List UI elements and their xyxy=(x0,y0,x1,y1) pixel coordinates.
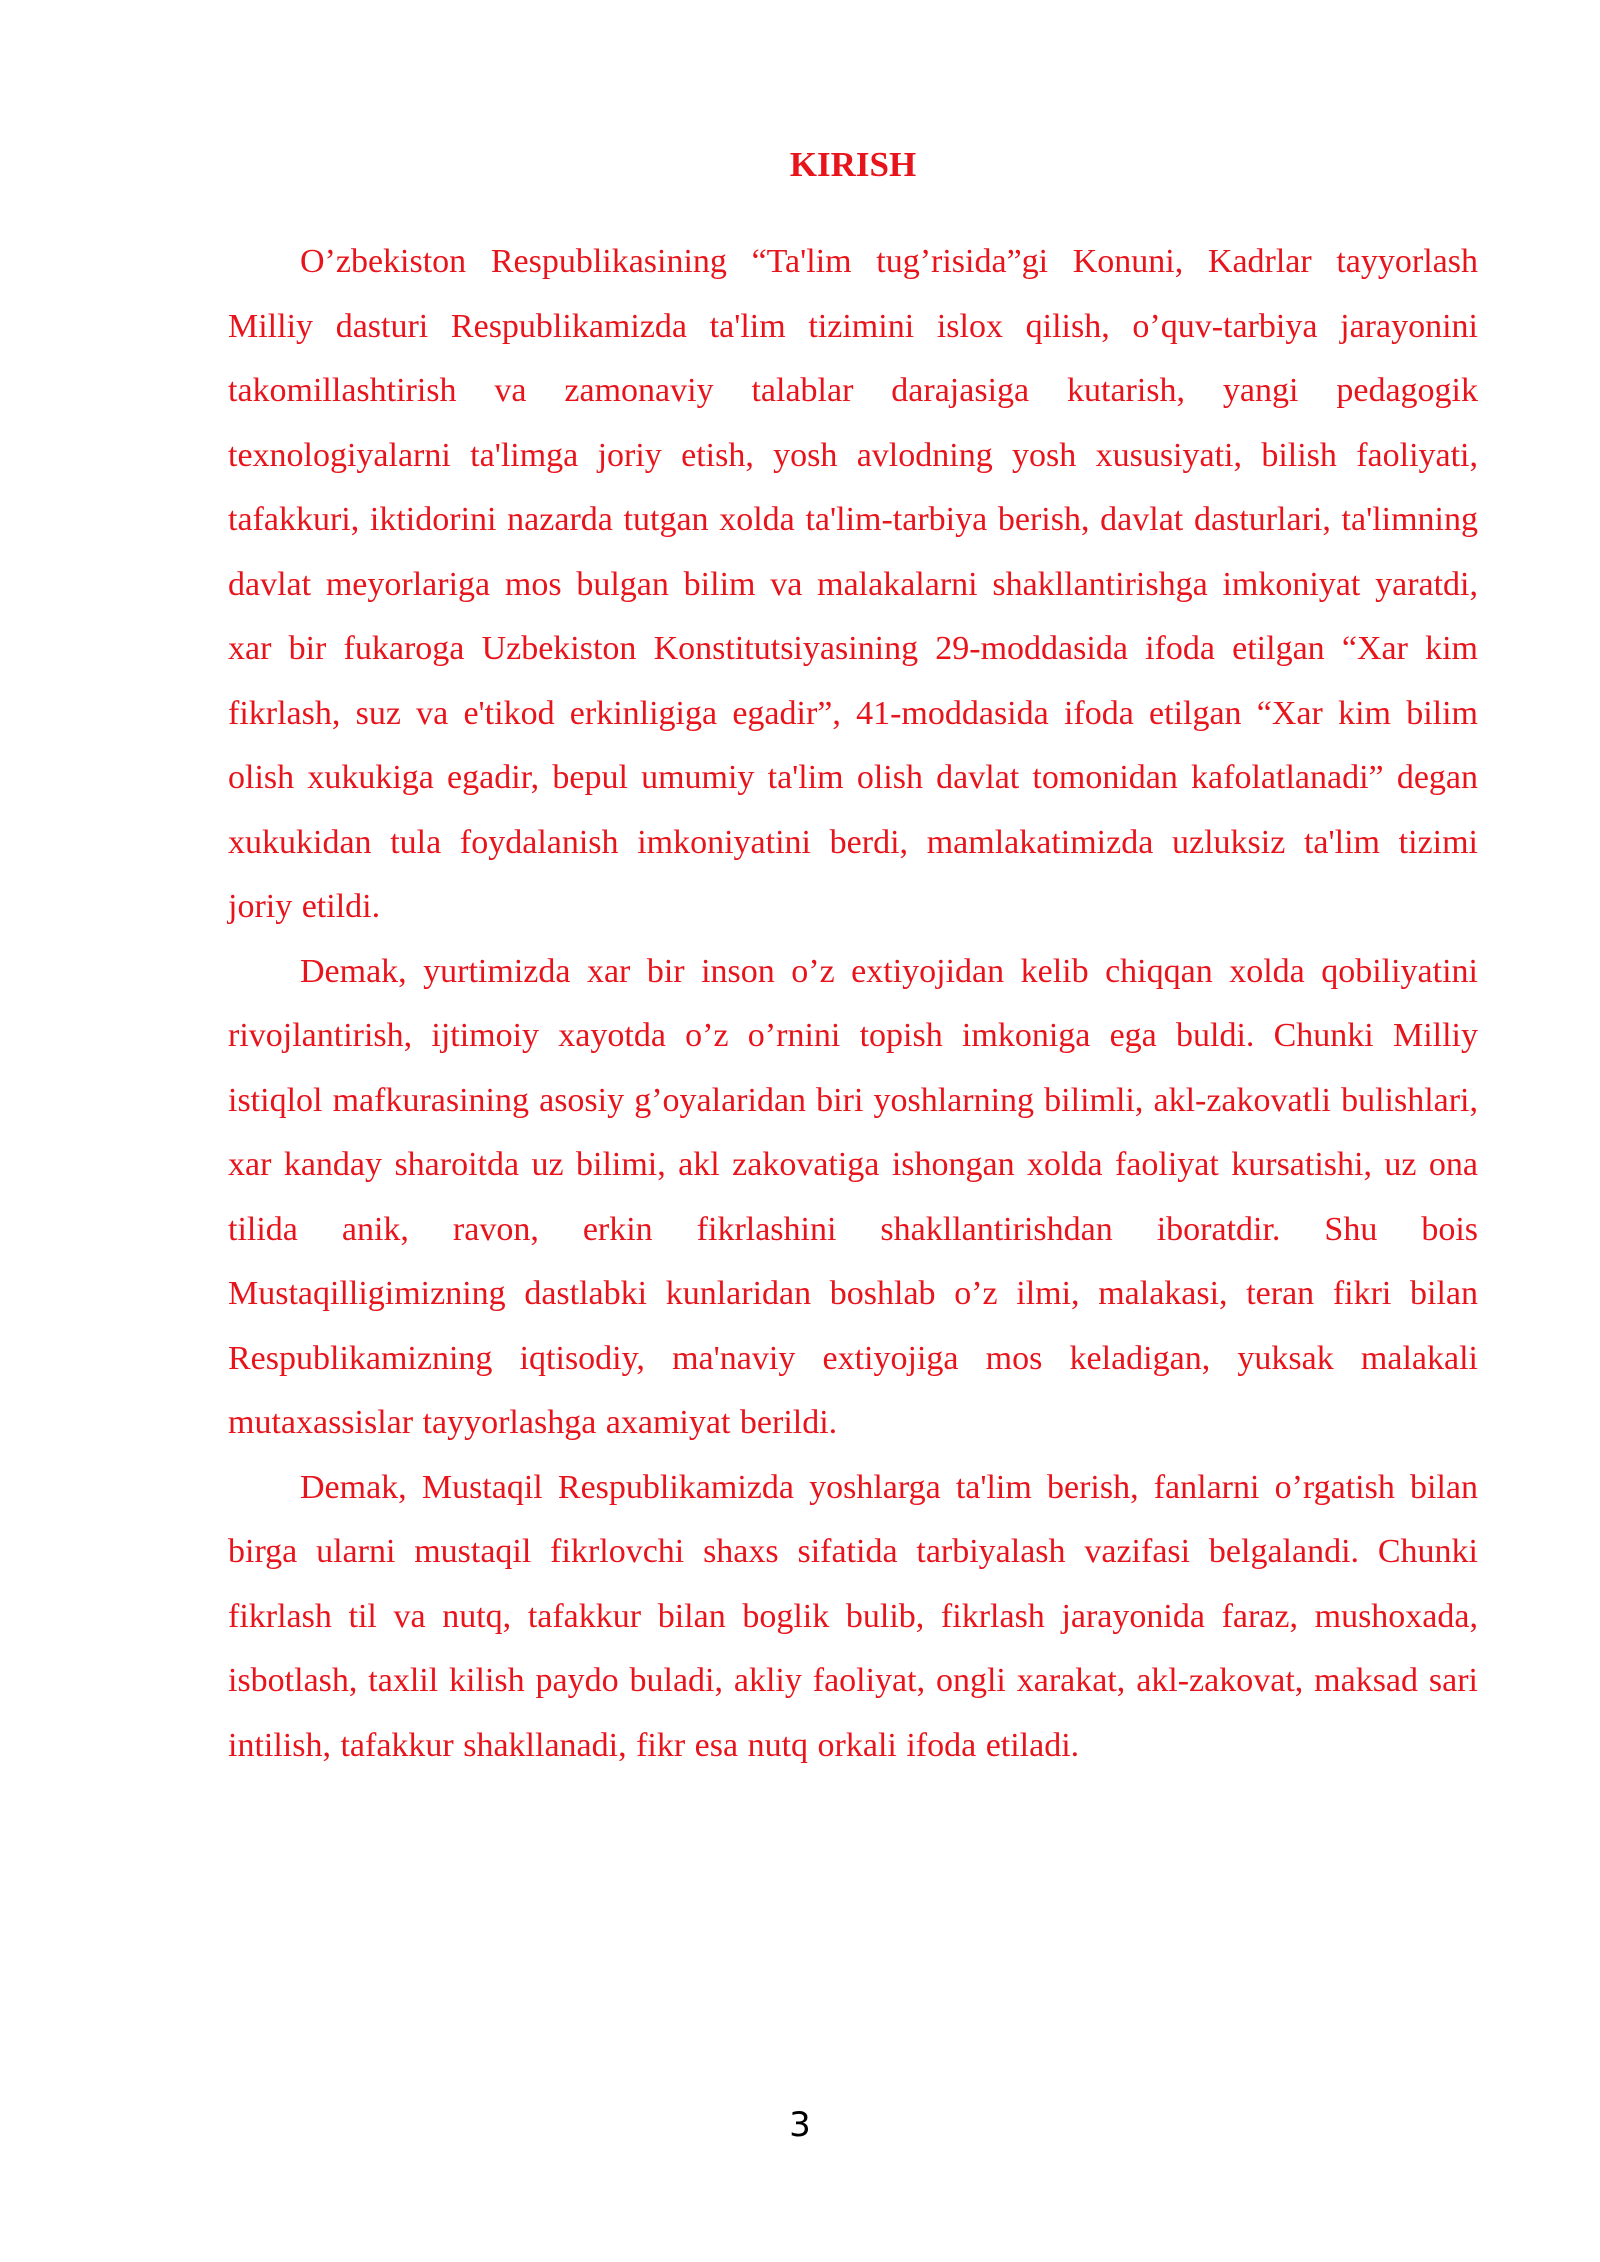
document-body xyxy=(228,140,1478,1778)
paragraph-2: Demak, yurtimizda xar bir inson o’z extiyojidan kelib chiqqan xolda qobiliyatini rivojlantirish, ijtimoiy xayotda o’z o’rnini topish imkoniga ega buldi. Chunki Milliy istiqlol mafkurasining asosiy g’oyalaridan biri yoshlarning bilimli, akl-zakovatli bulishlari, xar kanday sharoitda uz bilimi, akl zakovatiga ishongan xolda faoliyat kursatishi, uz ona tilida anik, ravon, erkin fikrlashini shakllantirishdan iboratdir. Shu bois Mustaqilligimizning dastlabki kunlaridan boshlab o’z ilmi, malakasi, teran fikri bilan Respublikamizning iqtisodiy, ma'naviy extiyojiga mos keladigan, yuksak malakali mutaxassislar tayyorlashga axamiyat berildi. xyxy=(228,952,1478,1441)
paragraph-3: Demak, Mustaqil Respublikamizda yoshlarga ta'lim berish, fanlarni o’rgatish bilan birga ularni mustaqil fikrlovchi shaxs sifatida tarbiyalash vazifasi belgalandi. Chunki fikrlash til va nutq, tafakkur bilan boglik bulib, fikrlash jarayonida faraz, mushoxada, isbotlash, taxlil kilish paydo buladi, akliy faoliyat, ongli xarakat, akl-zakovat, maksad sari intilish, tafakkur shakllanadi, fikr esa nutq orkali ifoda etiladi. xyxy=(228,1468,1478,1764)
section-title: KIRISH xyxy=(789,145,917,184)
paragraph-1: O’zbekiston Respublikasining “Ta'lim tug’risida”gi Konuni, Kadrlar tayyorlash Milliy dasturi Respublikamizda ta'lim tizimini islox qilish, o’quv-tarbiya jarayonini takomillashtirish va zamonaviy talablar darajasiga kutarish, yangi pedagogik texnologiyalarni ta'limga joriy etish, yosh avlodning yosh xususiyati, bilish faoliyati, tafakkuri, iktidorini nazarda tutgan xolda ta'lim-tarbiya berish, davlat dasturlari, ta'limning davlat meyorlariga mos bulgan bilim va malakalarni shakllantirishga imkoniyat yaratdi, xar bir fukaroga Uzbekiston Konstitutsiyasining 29-moddasida ifoda etilgan “Xar kim fikrlash, suz va e'tikod erkinligiga egadir”, 41-moddasida ifoda etilgan “Xar kim bilim olish xukukiga egadir, bepul umumiy ta'lim olish davlat tomonidan kafolatlanadi” degan xukukidan tula foydalanish imkoniyatini berdi, mamlakatimizda uzluksiz ta'lim tizimi joriy etildi. xyxy=(228,243,1478,925)
page-number: 3 xyxy=(789,2105,811,2145)
